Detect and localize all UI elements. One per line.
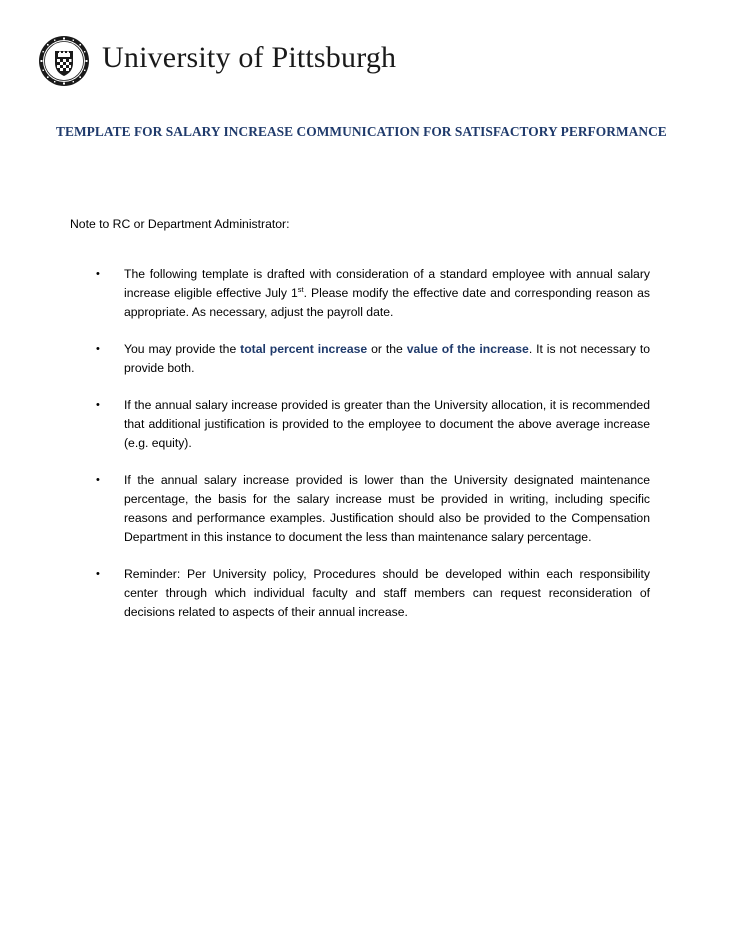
document-title: TEMPLATE FOR SALARY INCREASE COMMUNICATION FOR SATISFACTORY PERFORMANCE — [56, 124, 667, 139]
list-item — [96, 340, 650, 378]
bullet-text: Reminder: Per University policy, Procedures should be developed within each responsibility center through which individual faculty and staff members can request reconsideration of decisions related to aspects of their annual increase. — [124, 567, 650, 619]
bullet-icon: • — [96, 568, 100, 580]
bullet-text: If the annual salary increase provided is greater than the University allocation, it is recommended that additional justification is provided to the employee to document the above average increase (e.g. equity). — [124, 398, 650, 450]
ordinal-superscript: st — [297, 284, 304, 294]
bullet-text-part: You may provide the — [124, 342, 241, 356]
letterhead — [38, 34, 396, 88]
bullet-text-part: or the — [367, 342, 407, 356]
emphasis-value-of-increase: value of the increase — [406, 342, 529, 356]
list-item — [96, 265, 650, 322]
instruction-list — [96, 265, 650, 640]
list-item — [96, 396, 650, 453]
bullet-icon: • — [96, 343, 100, 355]
university-name: University of Pittsburgh — [102, 41, 397, 74]
bullet-text-part: . It is not necessary to provide both. — [124, 342, 650, 375]
note-heading: Note to RC or Department Administrator: — [70, 217, 290, 231]
bullet-icon: • — [96, 268, 100, 280]
bullet-text: If the annual salary increase provided is lower than the University designated maintenance percentage, the basis for the salary increase must be provided in writing, including specific reasons and performance examples. Justification should also be provided to the Compensation Department in this instance to document the less than maintenance salary percentage. — [124, 473, 650, 544]
emphasis-total-percent: total percent increase — [240, 342, 368, 356]
list-item — [96, 565, 650, 622]
bullet-icon: • — [96, 399, 100, 411]
bullet-text-part: . Please modify the effective date and corresponding reason as appropriate. As necessary, adjust the payroll date. — [124, 286, 650, 319]
list-item — [96, 471, 650, 547]
bullet-text-part: The following template is drafted with consideration of a standard employee with annual salary increase eligible effective July 1 — [124, 267, 650, 300]
bullet-icon: • — [96, 474, 100, 486]
university-seal-icon — [38, 35, 90, 87]
